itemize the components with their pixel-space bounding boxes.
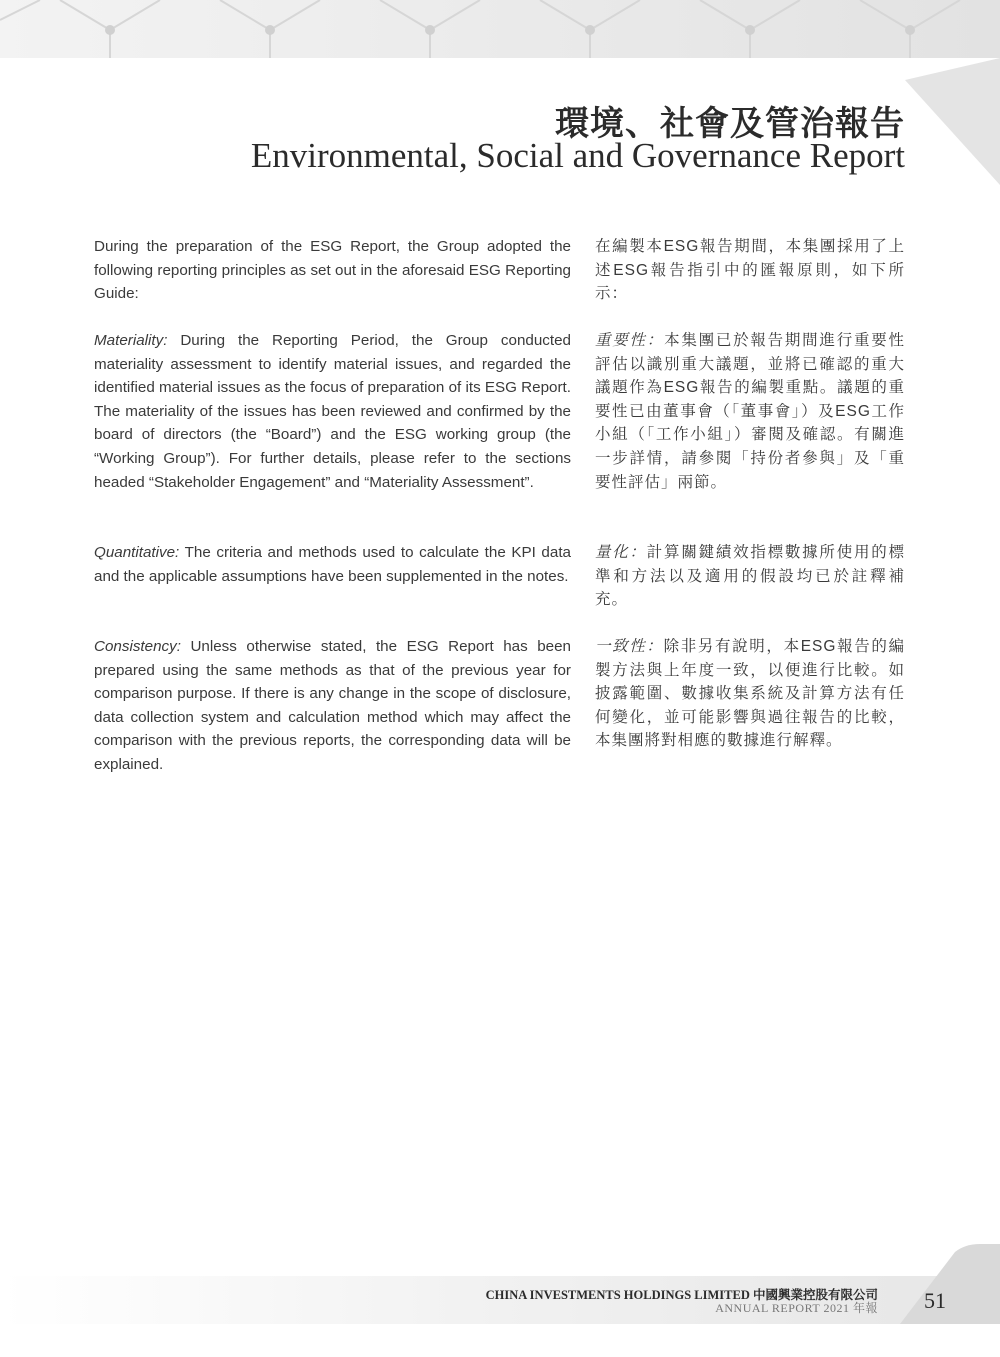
intro-paragraph-en: During the preparation of the ESG Report, the Group adopted the following reporting principles as set out in the aforesaid ESG Reporting Guide:: [94, 238, 571, 303]
consistency-label-en: Consistency:: [94, 638, 181, 655]
page-title-en: Environmental, Social and Governance Report: [250, 136, 905, 175]
quantitative-label-en: Quantitative:: [94, 544, 180, 561]
header-band: [0, 0, 1000, 58]
footer-company-name: CHINA INVESTMENTS HOLDINGS LIMITED 中國興業控股有限公司: [485, 1288, 878, 1302]
footer-annual-report: ANNUAL REPORT 2021 年報: [715, 1301, 878, 1315]
page-number: 51: [924, 1288, 946, 1313]
consistency-text-zh: 除非另有說明，本ESG報告的編製方法與上年度一致，以便進行比較。如披露範圍、數據收集系統及計算方法有任何變化，並可能影響與過往報告的比較，本集團將對相應的數據進行解釋。: [595, 638, 905, 750]
materiality-paragraph-en: [94, 329, 571, 494]
materiality-label-zh: 重要性：: [595, 332, 665, 349]
consistency-paragraph-en: [94, 635, 571, 777]
quantitative-paragraph-en: [94, 541, 571, 588]
materiality-text-zh: 本集團已於報告期間進行重要性評估以識別重大議題，並將已確認的重大議題作為ESG報告的編製重點。議題的重要性已由董事會（「董事會」）及ESG工作小組（「工作小組」）審閱及確認。有關進一步詳情，請參閱「持份者參與」及「重要性評估」兩節。: [595, 332, 905, 491]
consistency-paragraph-zh: [595, 635, 905, 753]
consistency-text-en: Unless otherwise stated, the ESG Report has been prepared using the same methods as that of the previous year for comparison purpose. If there is any change in the scope of disclosure, data collection system and calculation method which may affect the comparison with the previous reports, the corresponding data will be explained.: [94, 638, 571, 773]
intro-paragraph-zh: 在編製本ESG報告期間，本集團採用了上述ESG報告指引中的匯報原則，如下所示：: [595, 238, 905, 303]
quantitative-label-zh: 量化：: [595, 544, 647, 561]
materiality-label-en: Materiality:: [94, 332, 168, 349]
page-title-zh: 環境、社會及管治報告: [555, 104, 905, 144]
quantitative-text-zh: 計算關鍵績效指標數據所使用的標準和方法以及適用的假設均已於註釋補充。: [595, 544, 905, 609]
quantitative-text-en: The criteria and methods used to calculate the KPI data and the applicable assumptions have been supplemented in the notes.: [94, 544, 571, 585]
materiality-paragraph-zh: [595, 329, 905, 494]
consistency-label-zh: 一致性：: [595, 638, 664, 655]
quantitative-paragraph-zh: [595, 541, 905, 612]
materiality-text-en: During the Reporting Period, the Group conducted materiality assessment to identify material issues, and regarded the identified material issues as the focus of preparation of its ESG Report. The materiality of the issues has been reviewed and confirmed by the board of directors (the “Board”) and the ESG working group (the “Working Group”). For further details, please refer to the sections headed “Stakeholder Engagement” and “Materiality Assessment”.: [94, 332, 571, 491]
